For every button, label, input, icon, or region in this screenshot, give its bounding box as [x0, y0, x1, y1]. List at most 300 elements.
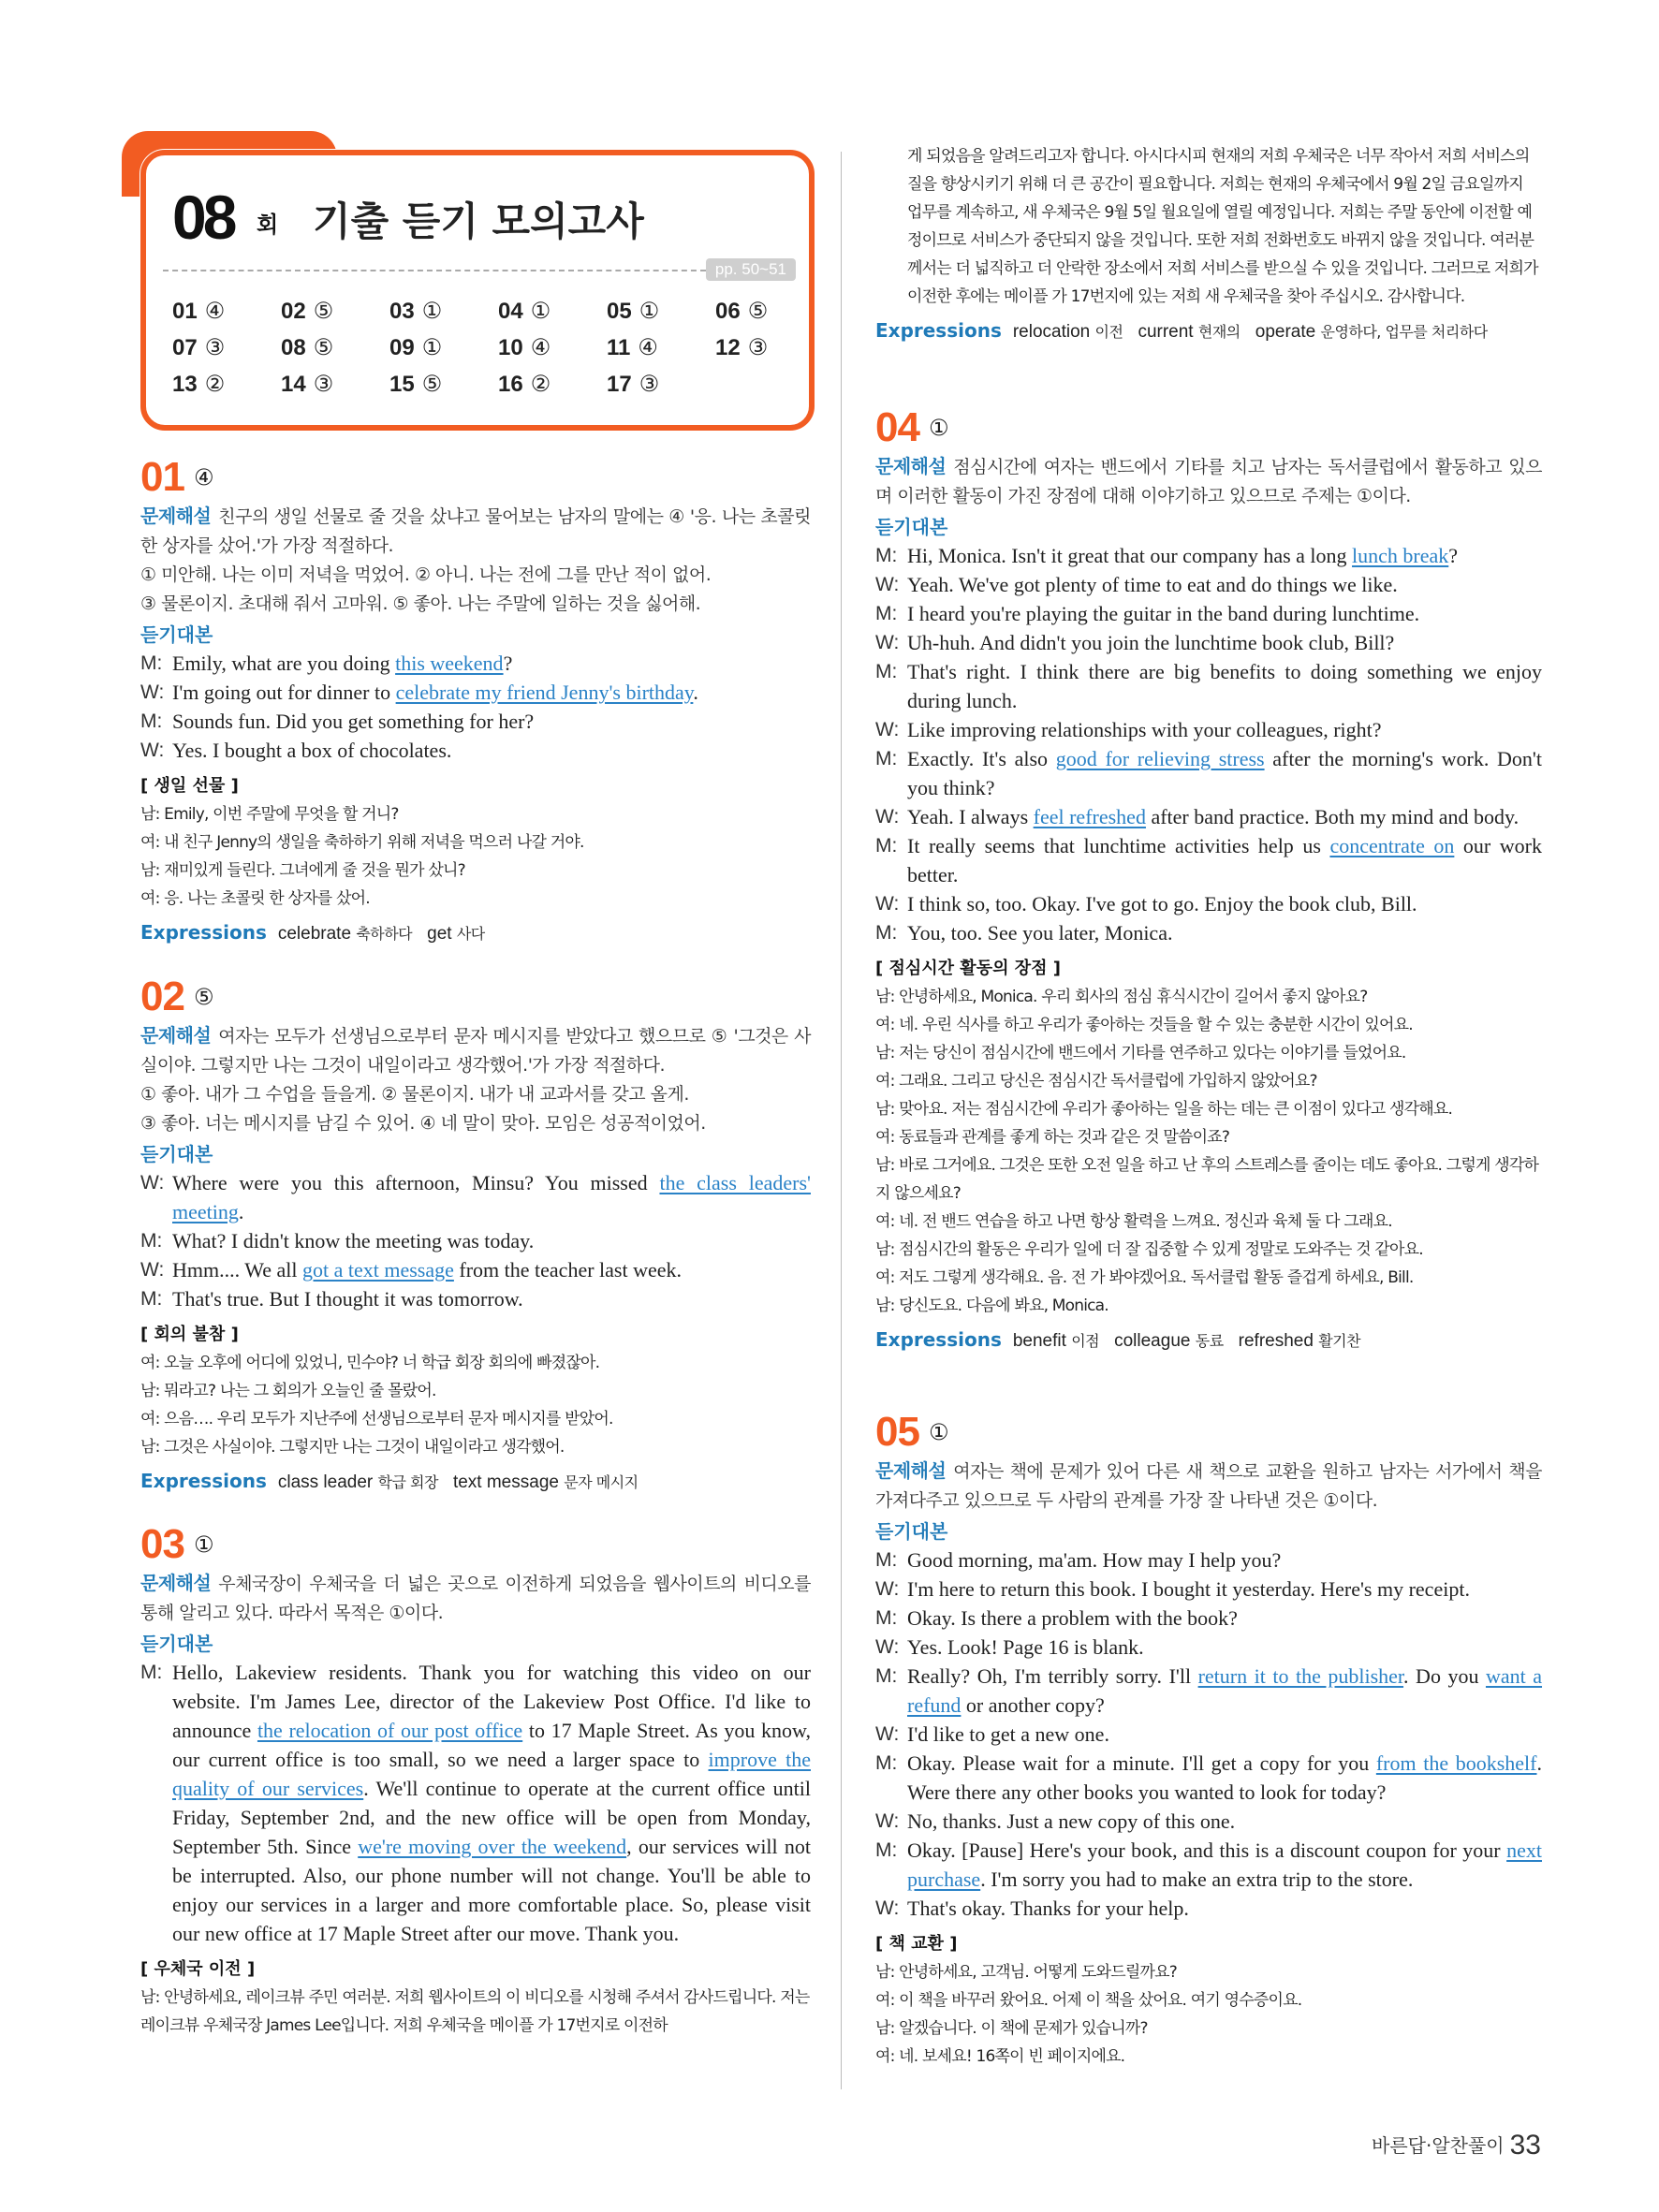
speaker: W:	[875, 893, 900, 915]
page-range-badge: pp. 50~51	[706, 258, 796, 281]
option-line: ① 미안해. 나는 이미 저녁을 먹었어. ② 아니. 나는 전에 그를 만난 적이 없어.	[140, 564, 712, 585]
utterance-text: or another copy?	[961, 1693, 1105, 1717]
utterance	[172, 707, 811, 736]
section-q03	[140, 1521, 811, 2040]
column-divider	[841, 152, 842, 2089]
section-q01	[140, 454, 811, 950]
utterance-text: . I'm sorry you had to make an extra trip to the store.	[980, 1868, 1414, 1891]
question-number: 02	[140, 974, 184, 1019]
utterance-text: Yeah. We've got plenty of time to eat and do things we like.	[907, 573, 1398, 596]
question-number: 05	[875, 1409, 919, 1455]
utterance-text: ?	[503, 652, 513, 675]
expression-term: relocation	[1012, 322, 1095, 342]
divider	[163, 270, 706, 271]
blank-answer: this weekend	[395, 652, 504, 675]
blank-answer: concentrate on	[1329, 834, 1455, 857]
utterance	[907, 657, 1542, 715]
script-label: 듣기대본	[140, 1143, 213, 1165]
gloss-title: [ 점심시간 활동의 장점 ]	[875, 959, 1062, 978]
expression-term: celebrate	[277, 924, 357, 944]
expression-meaning: 사다	[456, 925, 485, 943]
answer-question-number: 09	[389, 335, 415, 360]
speaker: W:	[875, 1810, 900, 1832]
speaker: M:	[875, 1549, 898, 1571]
script-line	[140, 1284, 811, 1313]
answer-item	[607, 298, 715, 325]
answer-choice: ⑤	[747, 299, 769, 324]
answer-item	[715, 298, 824, 325]
answer-question-number: 16	[498, 372, 523, 397]
utterance-text: I'm going out for dinner to	[172, 681, 396, 704]
speaker: M:	[140, 1662, 163, 1683]
translation-line: 여: 네. 보세요! 16쪽이 빈 페이지에요.	[875, 2047, 1125, 2066]
speaker: M:	[140, 710, 163, 732]
utterance	[907, 1894, 1542, 1923]
answer-choice: ⑤	[313, 335, 334, 360]
question-number: 04	[875, 404, 919, 450]
explanation: 문제해설 우체국장이 우체국을 더 넓은 곳으로 이전하게 되었음을 웹사이트의 비디오를 통해 알리고 있다. 따라서 목적은 ①이다.	[140, 1572, 811, 1623]
page-number: 33	[1509, 2130, 1541, 2161]
answer-question-number: 10	[498, 335, 523, 360]
answer-item	[389, 334, 498, 361]
answer-choice: ②	[204, 372, 226, 397]
answer-question-number: 14	[281, 372, 306, 397]
blank-answer: the class leaders' meeting	[172, 1171, 811, 1223]
speaker: W:	[875, 1578, 900, 1600]
script-line	[875, 541, 1542, 570]
speaker: W:	[875, 719, 900, 740]
utterance-text: Okay. Please wait for a minute. I'll get a copy for you	[907, 1751, 1376, 1775]
expression-term: benefit	[1012, 1331, 1072, 1351]
speaker: M:	[875, 545, 898, 566]
script-line	[140, 707, 811, 736]
utterance-text: Okay. [Pause] Here's your book, and this is a discount coupon for your	[907, 1838, 1507, 1862]
utterance-text: I heard you're playing the guitar in the band during lunchtime.	[907, 602, 1420, 625]
answer-choice: ③	[639, 372, 660, 397]
utterance	[907, 918, 1542, 947]
blank-answer: got a text message	[301, 1258, 454, 1282]
script-line	[140, 736, 811, 765]
script	[875, 541, 1542, 947]
utterance-text: Really? Oh, I'm terribly sorry. I'll	[907, 1664, 1198, 1688]
script-line	[875, 1836, 1542, 1894]
answer-item	[498, 371, 607, 398]
utterance-text: . Were there any other books you wanted to look for today?	[907, 1751, 1542, 1804]
speaker: M:	[875, 1607, 898, 1629]
utterance	[907, 1662, 1542, 1720]
blank-answer: want a refund	[907, 1664, 1543, 1717]
speaker: M:	[875, 748, 898, 769]
translation-line: 남: 안녕하세요, 고객님. 어떻게 도와드릴까요?	[875, 1963, 1177, 1982]
utterance	[172, 736, 811, 765]
utterance-text: It really seems that lunchtime activities help us	[907, 834, 1330, 857]
option-line: ③ 물론이지. 초대해 줘서 고마워. ⑤ 좋아. 나는 주말에 일하는 것을 싫어해.	[140, 593, 701, 614]
speaker: M:	[140, 1288, 163, 1310]
answer-item	[498, 298, 607, 325]
script-label: 듣기대본	[875, 516, 948, 538]
translation-line: 남: 안녕하세요, Monica. 우리 회사의 점심 휴식시간이 길어서 좋지 않아요?	[875, 988, 1368, 1006]
speaker: W:	[140, 681, 165, 703]
translation	[140, 800, 811, 913]
expressions-label: Expressions	[140, 1470, 267, 1492]
expression-meaning: 운영하다, 업무를 처리하다	[1320, 323, 1488, 341]
answer-choice: ④	[204, 299, 226, 324]
translation-line: 남: 바로 그거에요. 그것은 또한 오전 일을 하고 난 후의 스트레스를 줄이는 데도 좋아요. 그렇게 생각하지 않으세요?	[875, 1156, 1539, 1203]
speaker: W:	[140, 1259, 165, 1281]
script-label: 듣기대본	[140, 623, 213, 646]
blank-answer: good for relieving stress	[1055, 747, 1265, 770]
script-line	[875, 1749, 1542, 1807]
utterance-text: .	[238, 1200, 244, 1223]
utterance-text: Emily, what are you doing	[172, 652, 396, 675]
option-line: ① 좋아. 내가 그 수업을 들을게. ② 물론이지. 내가 내 교과서를 갖고 올게.	[140, 1084, 689, 1105]
script-line	[875, 831, 1542, 889]
answer-question-number: 17	[607, 372, 632, 397]
blank-answer: celebrate my friend Jenny's birthday	[395, 681, 694, 704]
utterance-text: That's okay. Thanks for your help.	[907, 1897, 1189, 1920]
utterance	[172, 1284, 811, 1313]
answer-item	[607, 371, 715, 398]
utterance-text: I'm here to return this book. I bought it yesterday. Here's my receipt.	[907, 1577, 1470, 1601]
expressions-label: Expressions	[875, 1328, 1002, 1351]
translation	[140, 1349, 811, 1461]
answer-choice: ③	[747, 335, 769, 360]
question-number: 01	[140, 454, 184, 500]
gloss-title: [ 생일 선물 ]	[140, 776, 239, 796]
script-line	[140, 649, 811, 678]
gloss-title: [ 회의 불참 ]	[140, 1325, 239, 1344]
utterance	[172, 678, 811, 707]
translation-line: 여: 동료들과 관계를 좋게 하는 것과 같은 것 말씀이죠?	[875, 1128, 1230, 1147]
utterance-text: Yeah. I always	[907, 805, 1034, 828]
translation-line: 남: 저는 당신이 점심시간에 밴드에서 기타를 연주하고 있다는 이야기를 들었어요.	[875, 1044, 1406, 1062]
expression-term: text message	[452, 1472, 565, 1492]
utterance	[907, 628, 1542, 657]
script-line	[875, 657, 1542, 715]
expression-term: class leader	[277, 1472, 378, 1492]
utterance	[907, 831, 1542, 889]
script-line	[875, 802, 1542, 831]
speaker: M:	[875, 1839, 898, 1861]
utterance-text: Exactly. It's also	[907, 747, 1056, 770]
speaker: M:	[140, 1230, 163, 1252]
answer-question-number: 02	[281, 299, 306, 324]
utterance-text: Yes. I bought a box of chocolates.	[172, 739, 452, 762]
utterance-text: Like improving relationships with your colleagues, right?	[907, 718, 1382, 741]
expression-term: colleague	[1114, 1331, 1196, 1351]
blank-answer: return it to the publisher	[1197, 1664, 1404, 1688]
answer-question-number: 03	[389, 299, 415, 324]
speaker: W:	[875, 1723, 900, 1745]
answer-question-number: 13	[172, 372, 198, 397]
answer-choice: ①	[530, 299, 551, 324]
script-line	[875, 1894, 1542, 1923]
speaker: W:	[140, 1172, 165, 1194]
translation-line: 남: Emily, 이번 주말에 무엇을 할 거니?	[140, 805, 399, 824]
translation-line: 여: 저도 그렇게 생각해요. 음. 전 가 봐야겠어요. 독서클럽 활동 즐겁게 하세요, Bill.	[875, 1268, 1414, 1287]
utterance-text: Hello, Lakeview residents. Thank you for watching this video on our website. I'm James Lee, director of the Lakeview Post Office. I'd like to announce	[172, 1661, 811, 1742]
answer-item	[498, 334, 607, 361]
translation-line: 남: 뭐라고? 나는 그 회의가 오늘인 줄 몰랐어.	[140, 1382, 436, 1400]
question-answer: ⑤	[193, 984, 214, 1010]
utterance	[907, 570, 1542, 599]
translation	[875, 983, 1542, 1320]
utterance-text: after band practice. Both my mind and body.	[1145, 805, 1520, 828]
page-footer	[1372, 2130, 1541, 2161]
gloss-title: [ 우체국 이전 ]	[140, 1959, 256, 1979]
utterance-text: That's true. But I thought it was tomorrow.	[172, 1287, 523, 1311]
answer-item	[281, 334, 389, 361]
section-q03-continued	[875, 142, 1542, 348]
script-line	[140, 1255, 811, 1284]
utterance-text: , our services will not be interrupted. Also, our phone number will not change. You'll be able to enjoy our services in a larger and more comfortable place. So, please visit our new office at 17 Maple Street after our move. Thank you.	[172, 1835, 811, 1945]
question-answer: ①	[928, 415, 949, 441]
script-line	[140, 678, 811, 707]
script-line	[875, 918, 1542, 947]
option-line: ③ 좋아. 너는 메시지를 남길 수 있어. ④ 네 말이 맞아. 모임은 성공적이었어.	[140, 1113, 706, 1134]
answer-question-number: 15	[389, 372, 415, 397]
explanation-label: 문제해설	[875, 1459, 947, 1482]
utterance	[172, 1226, 811, 1255]
answer-item	[281, 371, 389, 398]
expressions-label: Expressions	[140, 921, 267, 944]
translation-line: 남: 맞아요. 저는 점심시간에 우리가 좋아하는 일을 하는 데는 큰 이점이 있다고 생각해요.	[875, 1100, 1453, 1119]
explanation: 문제해설 친구의 생일 선물로 줄 것을 샀냐고 물어보는 남자의 말에는 ④ '응. 나는 초콜릿 한 상자를 샀어.'가 가장 적절하다.	[140, 505, 811, 556]
utterance	[907, 1633, 1542, 1662]
expression-meaning: 축하하다	[356, 925, 413, 943]
translation-part-2: 게 되었음을 알려드리고자 합니다. 아시다시피 현재의 저희 우체국은 너무 작아서 저희 서비스의 질을 향상시키기 위해 더 큰 공간이 필요합니다. 저희는 현재의 우체국에서 9월 2일 금요일까지 업무를 계속하고, 새 우체국은 9월 5일 월요일에 열릴 예정입니다. 저희는 주말 동안에 이전할 예정이므로 서비스가 중단되지 않을 것입니다. 또한 저희 전화번호도 바뀌지 않을 것입니다. 여러분께서는 더 넓직하고 더 안락한 장소에서 저희 서비스를 받으실 수 있을 것입니다. 그러므로 저희가 이전한 후에는 메이플 가 17번지에 있는 저희 새 우체국을 찾아 주십시오. 감사합니다.	[907, 147, 1538, 306]
answer-choice: ③	[313, 372, 334, 397]
expressions	[140, 1467, 811, 1499]
script-line	[875, 599, 1542, 628]
translation-line: 여: 네. 전 밴드 연습을 하고 나면 항상 활력을 느껴요. 정신과 육체 둘 다 그래요.	[875, 1212, 1392, 1231]
script	[875, 1545, 1542, 1923]
answer-choice: ④	[530, 335, 551, 360]
speaker: M:	[875, 835, 898, 857]
gloss-title: [ 책 교환 ]	[875, 1934, 958, 1954]
answer-question-number: 06	[715, 299, 741, 324]
speaker: W:	[875, 574, 900, 595]
script-line	[875, 889, 1542, 918]
answer-item	[715, 334, 824, 361]
translation	[875, 1958, 1542, 2071]
utterance	[907, 1604, 1542, 1633]
expression-term: operate	[1255, 322, 1321, 342]
answer-item	[281, 298, 389, 325]
utterance-text: Good morning, ma'am. How may I help you?	[907, 1548, 1282, 1572]
utterance-text: our work better.	[907, 834, 1543, 886]
utterance	[907, 1807, 1542, 1836]
answer-choice: ④	[638, 335, 658, 360]
answer-choice: ⑤	[313, 299, 334, 324]
translation-line: 남: 당신도요. 다음에 봐요, Monica.	[875, 1296, 1108, 1315]
translation-line: 여: 그래요. 그리고 당신은 점심시간 독서클럽에 가입하지 않았어요?	[875, 1072, 1317, 1091]
expression-meaning: 현재의	[1197, 323, 1241, 341]
speaker: W:	[875, 806, 900, 828]
explanation: 문제해설 여자는 모두가 선생님으로부터 문자 메시지를 받았다고 했으므로 ⑤ '그것은 사실이야. 그렇지만 나는 그것이 내일이라고 생각했어.'가 가장 적절하다.	[140, 1024, 811, 1076]
test-number: 08	[172, 183, 234, 252]
translation-line: 여: 응. 나는 초콜릿 한 상자를 샀어.	[140, 889, 370, 908]
utterance	[172, 649, 811, 678]
expressions	[875, 316, 1542, 348]
utterance-text: You, too. See you later, Monica.	[907, 921, 1173, 945]
utterance-text: Uh-huh. And didn't you join the lunchtime book club, Bill?	[907, 631, 1395, 654]
section-q04	[875, 404, 1542, 1357]
script-line	[875, 1633, 1542, 1662]
answer-question-number: 04	[498, 299, 523, 324]
blank-answer: from the bookshelf	[1375, 1751, 1537, 1775]
answer-question-number: 01	[172, 299, 198, 324]
script	[140, 649, 811, 765]
script-line	[875, 715, 1542, 744]
answer-question-number: 12	[715, 335, 741, 360]
test-number-suffix: 회	[257, 212, 279, 238]
question-answer: ①	[193, 1531, 214, 1558]
translation-line: 여: 오늘 오후에 어디에 있었니, 민수야? 너 학급 회장 회의에 빠졌잖아.	[140, 1354, 600, 1372]
utterance	[907, 599, 1542, 628]
answer-item	[389, 371, 498, 398]
utterance-text: That's right. I think there are big benefits to doing something we enjoy during lunch.	[907, 660, 1542, 712]
expression-meaning: 이전	[1094, 323, 1123, 341]
translation-line: 여: 이 책을 바꾸러 왔어요. 어제 이 책을 샀어요. 여기 영수증이요.	[875, 1991, 1302, 2010]
expression-meaning: 문자 메시지	[564, 1473, 639, 1491]
utterance-text: from the teacher last week.	[453, 1258, 682, 1282]
script-line	[875, 570, 1542, 599]
utterance-text: Yes. Look! Page 16 is blank.	[907, 1635, 1144, 1659]
answer-grid	[172, 298, 824, 398]
question-answer: ①	[928, 1419, 949, 1445]
answer-choice: ①	[421, 335, 443, 360]
section-q05	[875, 1409, 1542, 2071]
blank-answer: the relocation of our post office	[257, 1719, 523, 1742]
answer-choice: ③	[204, 335, 226, 360]
answer-choice: ②	[530, 372, 551, 397]
expression-meaning: 학급 회장	[377, 1473, 438, 1491]
answer-question-number: 05	[607, 299, 632, 324]
utterance	[907, 802, 1542, 831]
speaker: W:	[140, 740, 165, 761]
blank-answer: lunch break	[1352, 544, 1449, 567]
answer-item	[172, 371, 281, 398]
utterance	[907, 1575, 1542, 1604]
utterance	[907, 1720, 1542, 1749]
book-title: 바른답·알찬풀이	[1372, 2134, 1505, 2157]
answer-item	[172, 298, 281, 325]
answer-item	[607, 334, 715, 361]
utterance	[907, 1836, 1542, 1894]
translation-line: 여: 네. 우린 식사를 하고 우리가 좋아하는 것들을 할 수 있는 충분한 시간이 있어요.	[875, 1016, 1413, 1034]
utterance-text: I think so, too. Okay. I've got to go. Enjoy the book club, Bill.	[907, 892, 1417, 916]
answer-item	[389, 298, 498, 325]
translation-line: 남: 알겠습니다. 이 책에 문제가 있습니까?	[875, 2019, 1148, 2038]
explanation-label: 문제해설	[140, 505, 212, 527]
answer-question-number: 08	[281, 335, 306, 360]
page-title: 기출 듣기 모의고사	[313, 198, 644, 244]
speaker: W:	[875, 1636, 900, 1658]
answer-box	[140, 150, 815, 431]
utterance-text: after the morning's work. Don't you think?	[907, 747, 1542, 799]
speaker: M:	[875, 922, 898, 944]
utterance-text: Hi, Monica. Isn't it great that our company has a long	[907, 544, 1353, 567]
utterance	[172, 1658, 811, 1948]
expression-meaning: 이점	[1071, 1332, 1100, 1350]
expressions	[140, 918, 811, 950]
script-line	[875, 1807, 1542, 1836]
explanation-label: 문제해설	[140, 1572, 212, 1594]
blank-answer: we're moving over the weekend	[358, 1835, 627, 1858]
utterance	[907, 889, 1542, 918]
utterance	[172, 1168, 811, 1226]
script-line	[875, 1575, 1542, 1604]
translation-line: 남: 점심시간의 활동은 우리가 일에 더 잘 집중할 수 있게 정말로 도와주는 것 같아요.	[875, 1240, 1423, 1259]
script-line	[140, 1168, 811, 1226]
translation-line: 남: 그것은 사실이야. 그렇지만 나는 그것이 내일이라고 생각했어.	[140, 1438, 565, 1457]
expression-term: get	[427, 924, 457, 944]
script-line	[875, 1604, 1542, 1633]
utterance-text: . Do you	[1403, 1664, 1486, 1688]
script-line	[875, 1720, 1542, 1749]
expression-term: refreshed	[1238, 1331, 1319, 1351]
utterance-text: Where were you this afternoon, Minsu? You missed	[172, 1171, 660, 1194]
script-line	[875, 744, 1542, 802]
answer-question-number: 11	[607, 335, 631, 360]
speaker: M:	[875, 1752, 898, 1774]
answer-item	[172, 334, 281, 361]
expressions-label: Expressions	[875, 319, 1002, 342]
utterance-text: What? I didn't know the meeting was today.	[172, 1229, 535, 1252]
script-line	[875, 1545, 1542, 1575]
translation-part-1: 남: 안녕하세요, 레이크뷰 주민 여러분. 저희 웹사이트의 이 비디오를 시청해 주셔서 감사드립니다. 저는 레이크뷰 우체국장 James Lee입니다. 저희 우체국을 메이플 가 17번지로 이전하	[140, 1988, 810, 2035]
utterance	[172, 1255, 811, 1284]
utterance-text: Okay. Is there a problem with the book?	[907, 1606, 1238, 1630]
expression-term: current	[1138, 322, 1198, 342]
speaker: W:	[875, 1897, 900, 1919]
question-number: 03	[140, 1521, 184, 1567]
translation-line: 여: 으음…. 우리 모두가 지난주에 선생님으로부터 문자 메시지를 받았어.	[140, 1410, 613, 1428]
expression-meaning: 활기찬	[1318, 1332, 1361, 1350]
blank-answer: next purchase	[907, 1838, 1542, 1891]
script	[140, 1658, 811, 1948]
utterance-text: . We'll continue to operate at the current office until Friday, September 2nd, and the new office will be open from Monday, September 5th. Since	[172, 1777, 811, 1858]
script-label: 듣기대본	[875, 1520, 948, 1543]
utterance-text: ?	[1448, 544, 1459, 567]
blank-answer: feel refreshed	[1033, 805, 1146, 828]
answer-choice: ⑤	[421, 372, 443, 397]
blank-answer: improve the quality of our services	[172, 1748, 811, 1800]
script-line	[875, 628, 1542, 657]
explanation: 문제해설 점심시간에 여자는 밴드에서 기타를 치고 남자는 독서클럽에서 활동하고 있으며 이러한 활동이 가진 장점에 대해 이야기하고 있으므로 주제는 ①이다.	[875, 455, 1542, 506]
question-answer: ④	[193, 464, 214, 491]
script-label: 듣기대본	[140, 1633, 213, 1655]
expressions	[875, 1326, 1542, 1357]
answer-question-number: 07	[172, 335, 198, 360]
utterance-text: .	[693, 681, 698, 704]
speaker: M:	[875, 1665, 898, 1687]
utterance	[907, 715, 1542, 744]
expression-meaning: 동료	[1195, 1332, 1224, 1350]
utterance-text: Sounds fun. Did you get something for her?	[172, 710, 535, 733]
explanation-label: 문제해설	[875, 455, 947, 477]
speaker: M:	[875, 603, 898, 624]
utterance	[907, 1749, 1542, 1807]
utterance-text: to 17 Maple Street. As you know, our current office is too small, so we need a larger space to	[172, 1719, 812, 1771]
utterance-text: I'd like to get a new one.	[907, 1722, 1109, 1746]
speaker: M:	[140, 652, 163, 674]
translation-line: 남: 재미있게 들린다. 그녀에게 줄 것을 뭔가 샀니?	[140, 861, 465, 880]
script-line	[140, 1226, 811, 1255]
section-q02	[140, 974, 811, 1499]
explanation-label: 문제해설	[140, 1024, 212, 1047]
